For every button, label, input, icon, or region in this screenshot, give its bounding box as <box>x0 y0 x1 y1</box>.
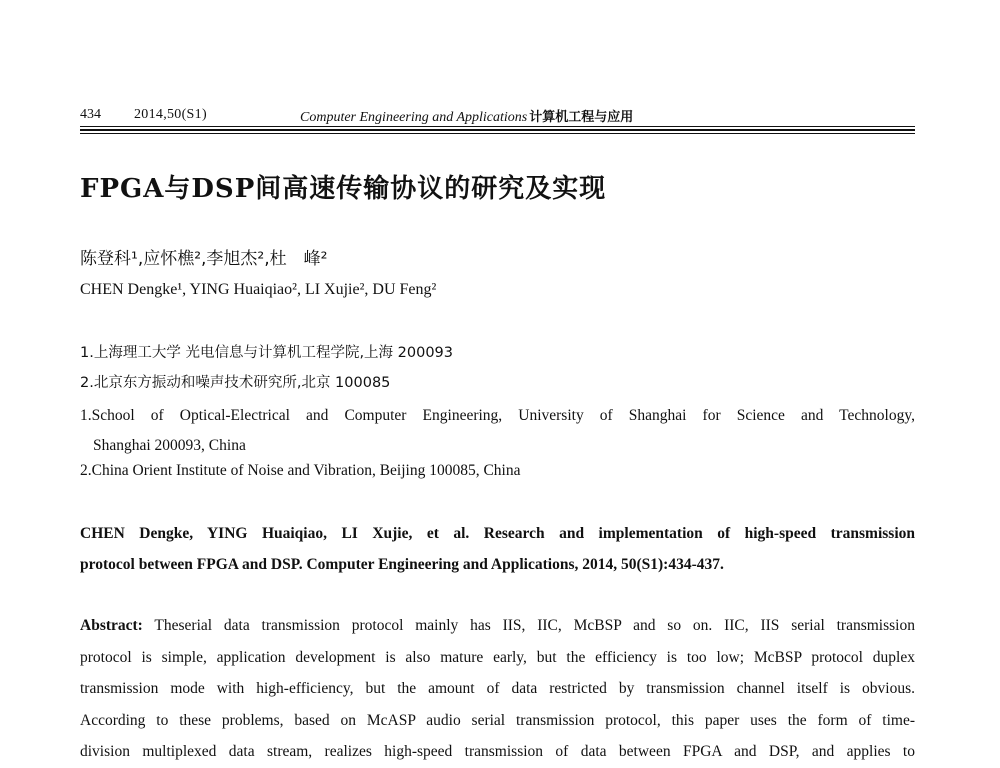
abstract-block <box>80 610 915 768</box>
paper-title: FPGA与DSP间高速传输协议的研究及实现 <box>80 174 607 204</box>
running-header <box>80 104 915 126</box>
abstract-line2: protocol is simple, application development is also mature early, but the efficiency is too low; McBSP protocol duplex <box>80 648 915 666</box>
authors-english: CHEN Dengke¹, YING Huaiqiao², LI Xujie², DU Feng² <box>80 281 437 298</box>
issue-info: 2014,50(S1) <box>134 107 207 122</box>
abstract-label: Abstract: <box>80 617 143 634</box>
abstract-line4: According to these problems, based on McASP audio serial transmission protocol, this paper uses the form of time- <box>80 711 915 729</box>
header-rule-bottom <box>80 133 915 134</box>
affiliation-en-1 <box>80 401 915 461</box>
journal-name-en: Computer Engineering and Applications <box>300 110 528 125</box>
citation-line2: protocol between FPGA and DSP. Computer Engineering and Applications, 2014, 50(S1):434-437. <box>80 556 724 573</box>
affiliation-en-1-line2: Shanghai 200093, China <box>93 437 246 454</box>
citation-block <box>80 518 915 580</box>
journal-name <box>300 106 633 126</box>
affiliation-en-2: 2.China Orient Institute of Noise and Vibration, Beijing 100085, China <box>80 462 521 479</box>
journal-name-cn: 计算机工程与应用 <box>529 110 634 125</box>
abstract-line3: transmission mode with high-efficiency, but the amount of data restricted by transmission channel itself is obvious. <box>80 680 915 697</box>
abstract-line1 <box>80 610 915 642</box>
abstract-line1-text: Theserial data transmission protocol mainly has IIS, IIC, McBSP and so on. IIC, IIS serial transmission <box>154 617 915 634</box>
authors-chinese: 陈登科¹,应怀樵²,李旭杰²,杜 峰² <box>80 249 328 269</box>
page-number: 434 <box>80 107 101 122</box>
citation-line1: CHEN Dengke, YING Huaiqiao, LI Xujie, et al. Research and implementation of high-speed transmission <box>80 525 915 542</box>
header-rule <box>80 126 915 127</box>
affiliation-en-1-line1: 1.School of Optical-Electrical and Computer Engineering, University of Shanghai for Science and Technology, <box>80 407 915 424</box>
header-rule-thick <box>80 129 915 131</box>
abstract-line5: division multiplexed data stream, realizes high-speed transmission of data between FPGA and DSP, and applies to <box>80 743 915 760</box>
affiliation-cn-2: 2.北京东方振动和噪声技术研究所,北京 100085 <box>80 375 391 391</box>
affiliation-cn-1: 1.上海理工大学 光电信息与计算机工程学院,上海 200093 <box>80 345 454 361</box>
